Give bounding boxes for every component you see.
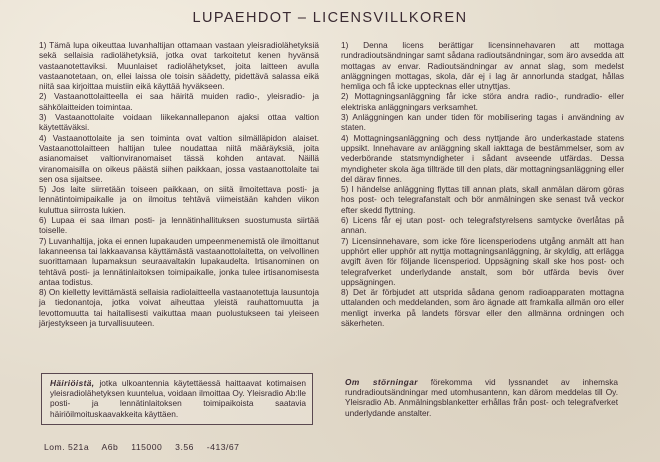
notice-fi-text: jotka ulkoantennia käytettäessä haittaavat kotimaisen yleisradiolähetyksen kuuntelua, voidaan ilmoittaa Oy. Yleisradio Ab:lle posti- ja lennätinlaitoksen toimipaikoista saatavia häiriöilmoituskaavakkeita käyttäen.	[50, 378, 306, 419]
interference-notice-fi	[41, 373, 313, 425]
fi-term-3: 3) Vastaanottolaite voidaan liikekannallepanon ajaksi ottaa valtion käytettäväksi.	[39, 112, 319, 133]
fi-term-8: 8) On kielletty levittämästä sellaisia radiolaitteella vastaanotettuja lausuntoja ja tiedonantoja, jotka voivat aiheuttaa yleistä rauhattomuutta ja levottomuutta tai haitallisesti vaikuttaa maan puolustukseen tai yleiseen järjestykseen ja turvallisuuteen.	[39, 287, 319, 329]
sv-term-5: 5) I händelse anläggning flyttas till annan plats, skall anmälan därom göras hos post- och telegrafanstalt och bör anmälningen ske senast två veckor efter skedd flyttning.	[341, 184, 624, 215]
notice-fi-lead: Häiriöistä,	[50, 378, 95, 388]
swedish-terms-column	[341, 40, 624, 328]
interference-notice-sv	[339, 373, 622, 418]
fi-term-7: 7) Luvanhaltija, joka ei ennen lupakauden umpeenmenemistä ole ilmoittanut lakanneensa tai lakkaavansa käyttämästä vastaanottolaitetta, on velvollinen suorittamaan lupamaksun seuraavaltakin lupakaudelta. Irtisanominen on tehtävä posti- ja lennätinlaitoksen toimipaikalle, jonka tulee irtisanomisesta antaa todistus.	[39, 235, 319, 287]
fi-term-1: 1) Tämä lupa oikeuttaa luvanhaltijan ottamaan vastaan yleisradiolähetyksiä sekä sellaisia radiolähetyksiä, jotka ovat tarkoitetut kenen hyvänsä vastaanotettaviksi. Muunlaiset radiolähetykset, joita laitteen avulla vastaanotetaan, on, ellei laissa ole toisin säädetty, pidettävä salassa eikä niitä saa kirjoittaa muistiin eikä käyttää hyväkseen.	[39, 40, 319, 92]
sv-term-8: 8) Det är förbjudet att utsprida sådana genom radioapparaten mottagna uttalanden och meddelanden, som äro ägnade att framkalla allmän oro eller menligt inverka på landets försvar eller den allmänna ordningen och säkerheten.	[341, 287, 624, 329]
paper-size: A6b	[101, 442, 119, 452]
sv-term-2: 2) Mottagningsanläggning får icke störa andra radio-, rundradio- eller elektriska anläggningars verksamhet.	[341, 91, 624, 112]
print-date: 3.56	[175, 442, 194, 452]
sv-term-6: 6) Licens får ej utan post- och telegrafstyrelsens samtycke överlåtas på annan.	[341, 215, 624, 236]
print-run: 115000	[131, 442, 163, 452]
sv-term-1: 1) Denna licens berättigar licensinnehavaren att mottaga rundradioutsändningar samt sådana radioutsändningar, som äro avsedda att mottagas av envar. Radioutsändningar av annat slag, som medelst anläggningen mottagas, skola, där ej i lag är annorlunda stadgat, hållas hemliga och få icke upptecknas eller utnyttjas.	[341, 40, 624, 92]
page-title: LUPAEHDOT – LICENSVILLKOREN	[192, 10, 468, 26]
fi-term-4: 4) Vastaanottolaite ja sen toiminta ovat valtion silmälläpidon alaiset. Vastaanottolaitteen haltijan tulee noudattaa niitä määräyksiä, joita asianomaiset valtionviranomaiset tässä kohden antavat. Näillä viranomaisilla on oikeus päästä siihen paikkaan, jossa vastaanottolaite tai sen osa sijaitsee.	[39, 132, 319, 184]
notice-sv-lead: Om störningar	[345, 377, 418, 387]
fi-term-6: 6) Lupaa ei saa ilman posti- ja lennätinhallituksen suostumusta siirtää toiselle.	[39, 215, 319, 236]
sv-term-7: 7) Licensinnehavare, som icke före licensperiodens utgång anmält att han upphört eller upphör att nyttja mottagningsanläggning, är skyldig, att erlägga avgift även för följande licensperiod. Uppsägning skall ske hos post- och telegrafverket underlydande anstalt, som bör utfärda bevis över uppsägningen.	[341, 235, 624, 287]
form-number: Lom. 521a	[44, 442, 90, 452]
sv-term-3: 3) Anläggningen kan under tiden för mobilisering tagas i användning av staten.	[341, 112, 624, 133]
finnish-terms-column	[39, 40, 319, 328]
fi-term-5: 5) Jos laite siirretään toiseen paikkaan, on siitä ilmoitettava posti- ja lennätintoimipaikalle ja on ilmoitus tehtävä viimeistään kahden viikon kuluttua siirrosta lukien.	[39, 184, 319, 215]
print-code: -413/67	[206, 442, 240, 452]
notice-sv-text: förekomma vid lyssnandet av inhemska rundradioutsändningar med utomhusantenn, kan därom meddelas till Oy. Yleisradio Ab. Anmälningsblanketter erhållas från post- och telegrafverket underlydande anstalter.	[345, 377, 618, 418]
sv-term-4: 4) Mottagningsanläggning och dess nyttjande äro underkastade statens uppsikt. Innehavare av anläggning skall iakttaga de bestämmelser, som av vederbörande statsmyndigheter i sådant avseende utfärdas. Dessa myndigheter skola äga tillträde till den plats, där mottagningsanläggning eller del därav finnes.	[341, 132, 624, 184]
form-code-footer	[44, 442, 249, 452]
fi-term-2: 2) Vastaanottolaitteella ei saa häiritä muiden radio-, yleisradio- ja sähkölaitteiden toimintaa.	[39, 91, 319, 112]
